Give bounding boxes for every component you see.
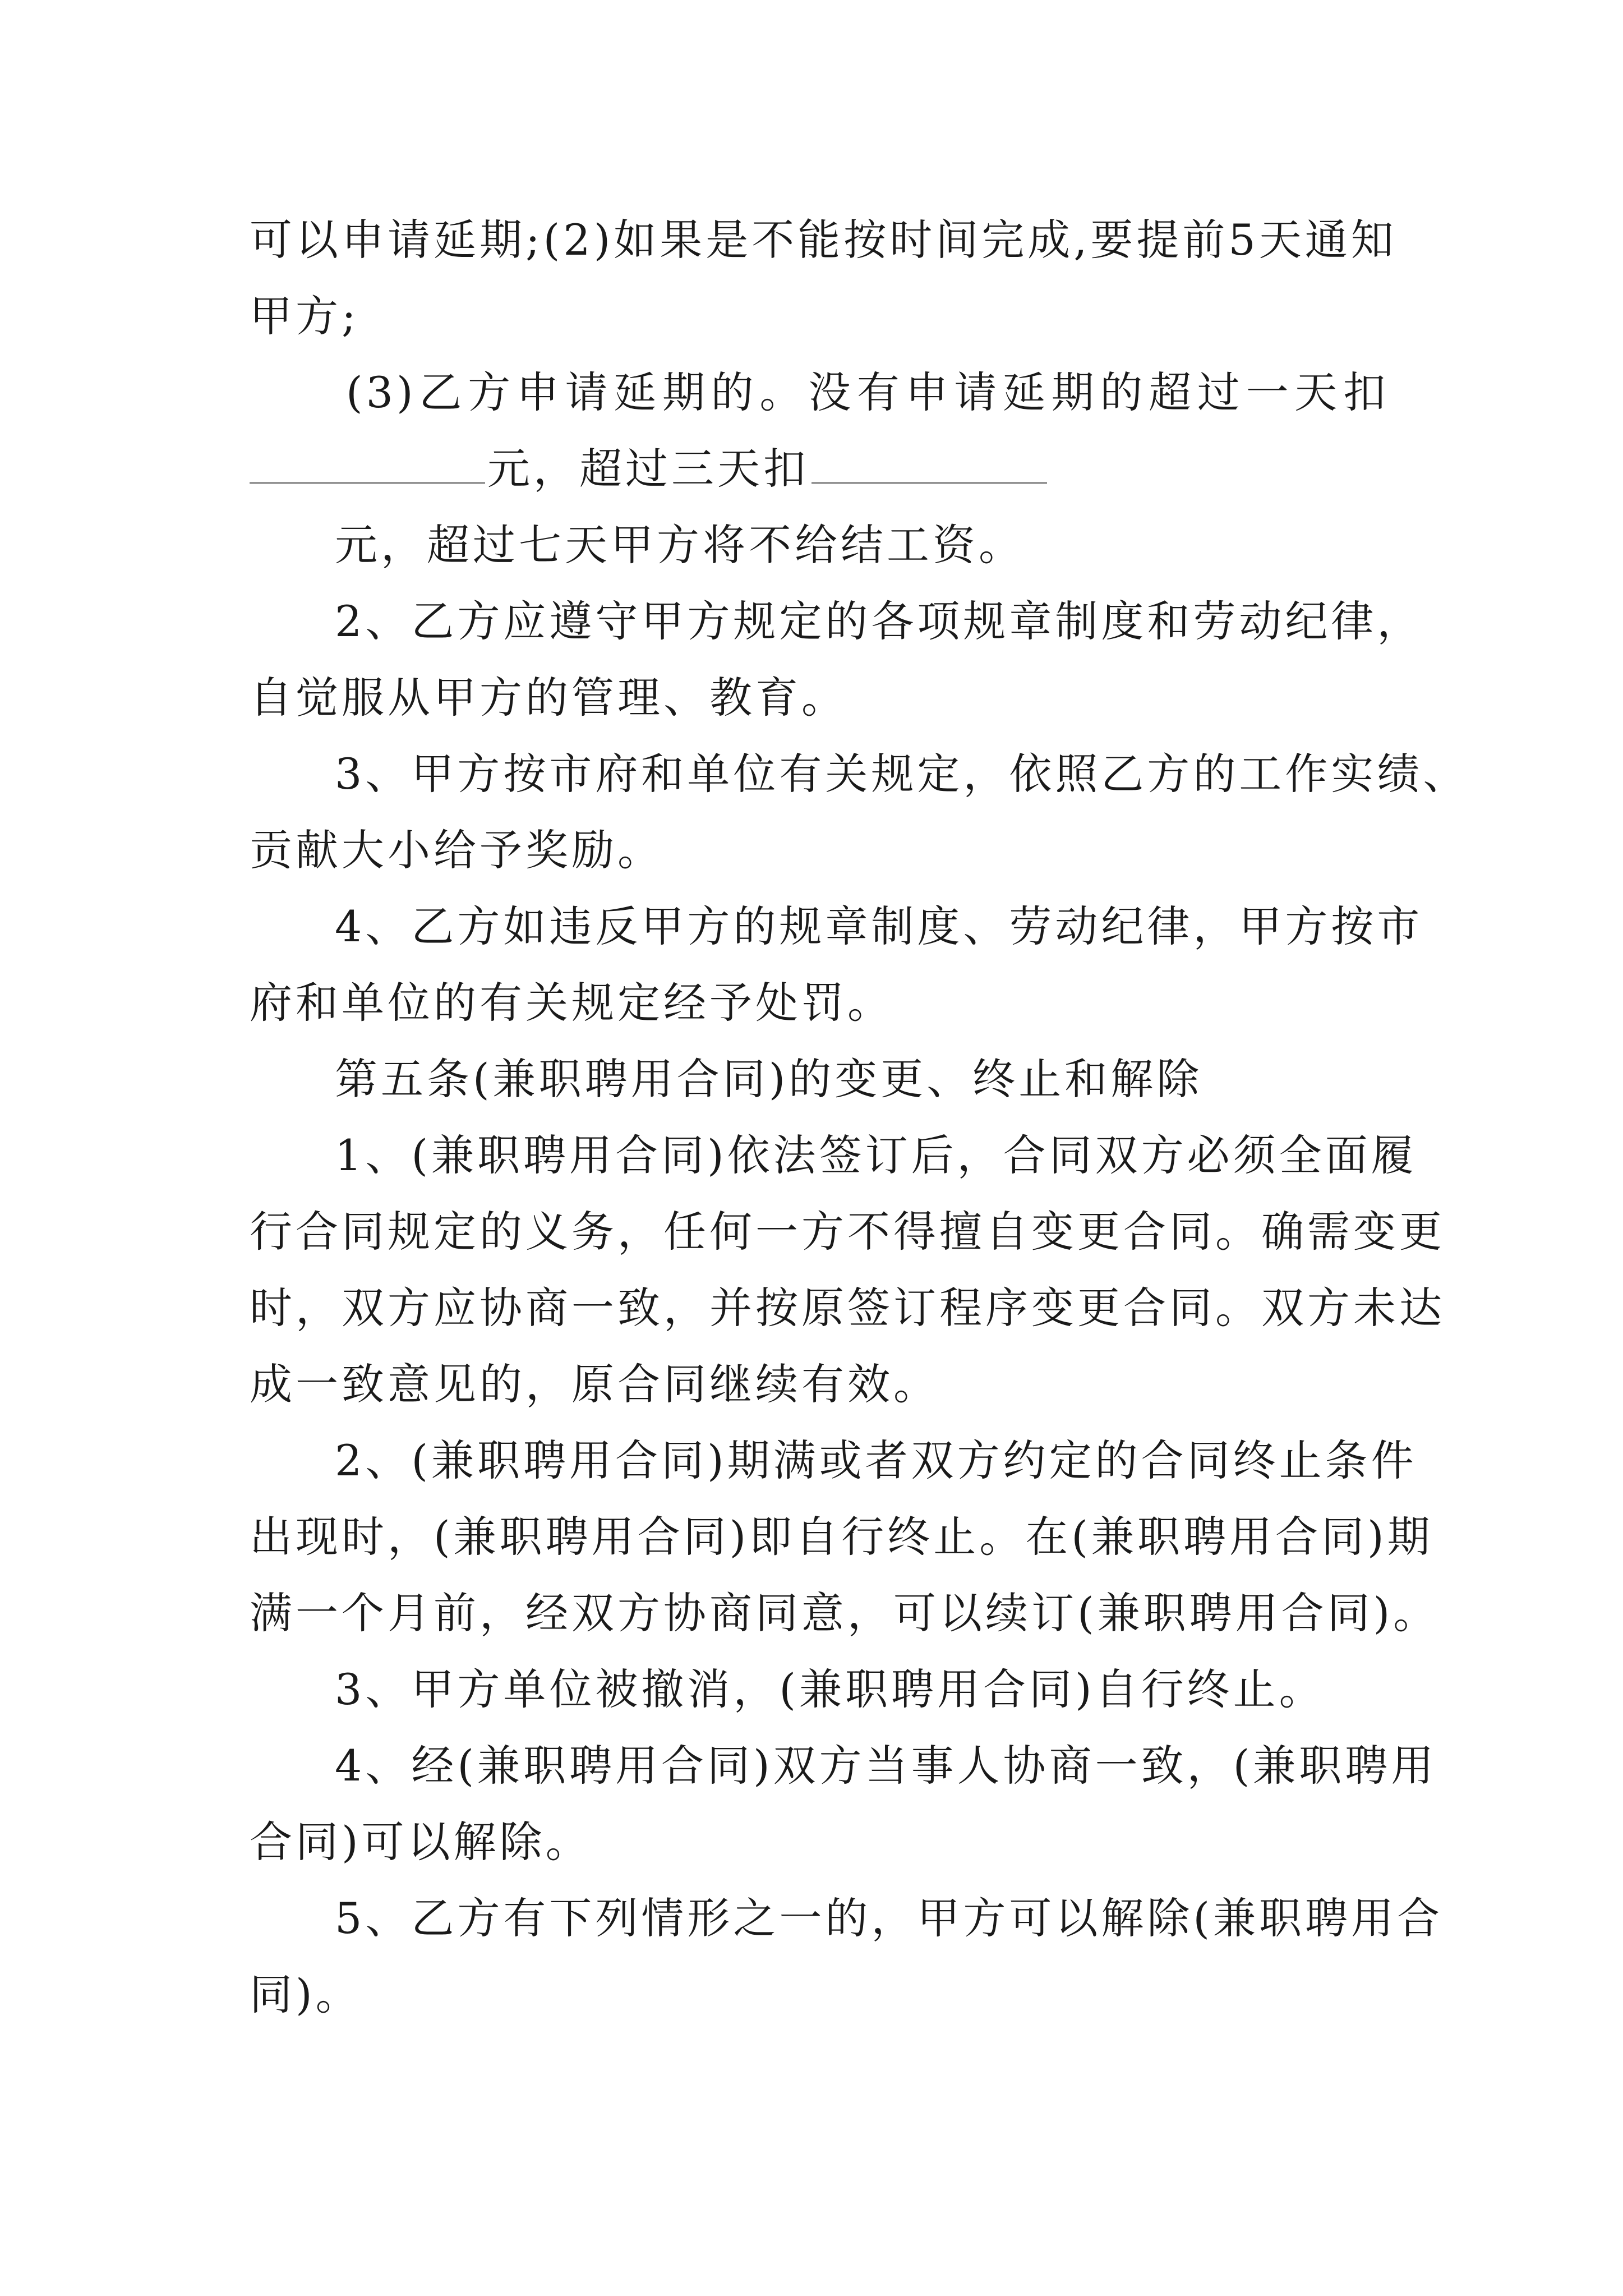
text-line-18: 出现时，(兼职聘用合同)即自行终止。在(兼职聘用合同)期 <box>250 1512 1433 1562</box>
text-line-10: 4、乙方如违反甲方的规章制度、劳动纪律，甲方按市 <box>335 901 1423 951</box>
text-line-9: 贡献大小给予奖励。 <box>250 825 663 875</box>
text-line-8: 3、甲方按市府和单位有关规定，依照乙方的工作实绩、 <box>335 749 1469 799</box>
fill-in-blank[interactable] <box>250 444 485 484</box>
text-line-16: 成一致意见的，原合同继续有效。 <box>250 1359 939 1409</box>
fill-in-blank[interactable] <box>811 444 1047 484</box>
text-line-11: 府和单位的有关规定经予处罚。 <box>250 978 893 1028</box>
text-line-2: 甲方; <box>250 291 359 341</box>
text-line-4-text: 元，超过三天扣 <box>487 444 809 494</box>
text-line-19: 满一个月前，经双方协商同意，可以续订(兼职聘用合同)。 <box>250 1588 1440 1638</box>
text-line-13: 1、(兼职聘用合同)依法签订后，合同双方必须全面履 <box>335 1130 1417 1180</box>
text-line-20: 3、甲方单位被撤消，(兼职聘用合同)自行终止。 <box>335 1664 1325 1714</box>
text-line-14: 行合同规定的义务，任何一方不得擅自变更合同。确需变更 <box>250 1207 1445 1257</box>
text-line-5: 元，超过七天甲方将不给结工资。 <box>335 520 1025 570</box>
text-line-7: 自觉服从甲方的管理、教育。 <box>250 673 847 723</box>
text-line-22: 合同)可以解除。 <box>250 1817 592 1867</box>
text-line-21: 4、经(兼职聘用合同)双方当事人协商一致，(兼职聘用 <box>335 1741 1437 1791</box>
text-line-17: 2、(兼职聘用合同)期满或者双方约定的合同终止条件 <box>335 1435 1417 1485</box>
text-line-1: 可以申请延期;(2)如果是不能按时间完成,要提前5天通知 <box>250 215 1397 265</box>
section-heading: 第五条(兼职聘用合同)的变更、终止和解除 <box>335 1054 1203 1104</box>
text-line-3: (3)乙方申请延期的。没有申请延期的超过一天扣 <box>346 367 1389 417</box>
text-line-4 <box>250 442 1388 496</box>
text-line-6: 2、乙方应遵守甲方规定的各项规章制度和劳动纪律， <box>335 596 1423 646</box>
text-line-24: 同)。 <box>250 1970 362 2019</box>
text-line-15: 时，双方应协商一致，并按原签订程序变更合同。双方未达 <box>250 1283 1445 1333</box>
text-line-23: 5、乙方有下列情形之一的，甲方可以解除(兼职聘用合 <box>335 1893 1444 1943</box>
